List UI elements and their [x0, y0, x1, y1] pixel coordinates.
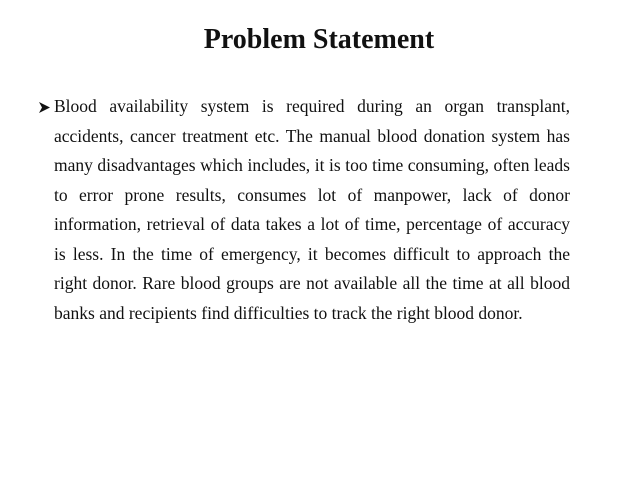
arrowhead-bullet-icon	[38, 92, 52, 122]
slide-title: Problem Statement	[203, 24, 435, 55]
bullet-item	[38, 92, 570, 328]
bullet-paragraph: Blood availability system is required during an organ transplant, accidents, cancer treatment etc. The manual blood donation system has many disadvantages which includes, it is too time consuming, often leads to error prone results, consumes lot of manpower, lack of donor information, retrieval of data takes a lot of time, percentage of accuracy is less. In the time of emergency, it becomes difficult to approach the right donor. Rare blood groups are not available all the time at all blood banks and recipients find difficulties to track the right blood donor.	[54, 96, 570, 323]
